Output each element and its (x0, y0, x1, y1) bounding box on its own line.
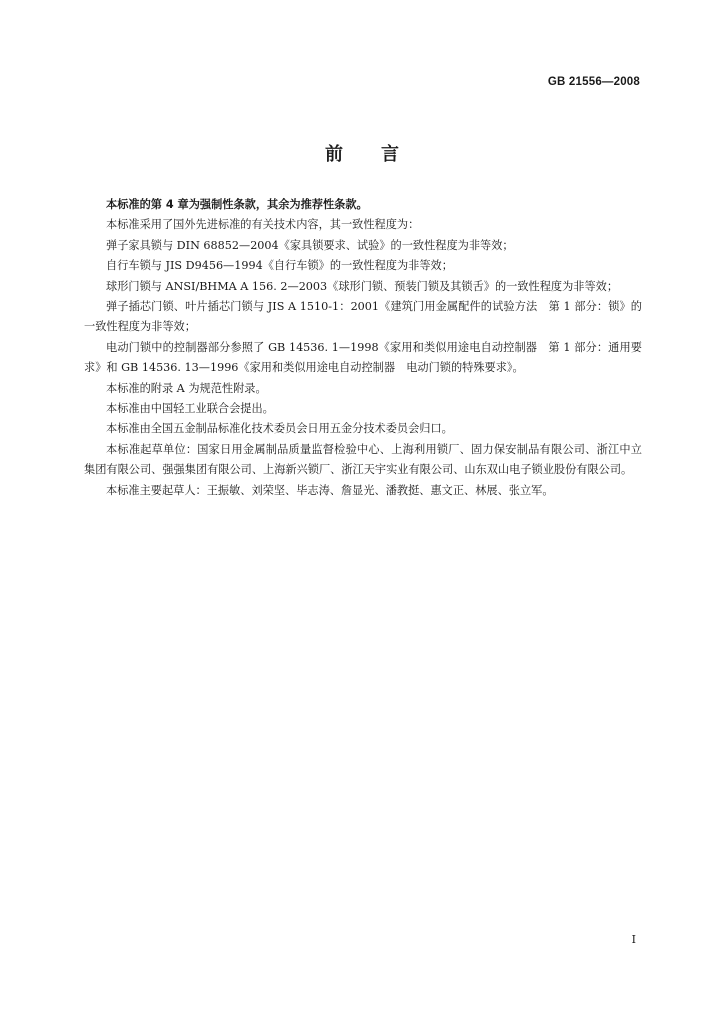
paragraph: 弹子家具锁与 DIN 68852—2004《家具锁要求、试验》的一致性程度为非等效； (106, 238, 514, 252)
paragraph: 本标准主要起草人：王振敏、刘荣坚、毕志涛、詹显光、潘教挺、惠文正、林展、张立军。 (106, 483, 554, 497)
paragraph: 本标准的附录 A 为规范性附录。 (106, 381, 267, 395)
paragraph: 弹子插芯门锁、叶片插芯门锁与 JIS A 1510-1：2001《建筑门用金属配件的试验方法 第 1 部分：锁》的一致性程度为非等效； (84, 300, 642, 334)
paragraph: 球形门锁与 ANSI/BHMA A 156. 2—2003《球形门锁、预装门锁及其锁舌》的一致性程度为非等效； (106, 279, 619, 293)
paragraph: 本标准起草单位：国家日用金属制品质量监督检验中心、上海利用锁厂、固力保安制品有限公司、浙江中立集团有限公司、强强集团有限公司、上海新兴锁厂、浙江天宇实业有限公司、山东双山电子锁业股份有限公司。 (84, 442, 642, 477)
paragraph: 自行车锁与 JIS D9456—1994《自行车锁》的一致性程度为非等效； (106, 259, 453, 273)
standard-number: GB 21556—2008 (547, 76, 640, 88)
page-title: 前言 (325, 144, 437, 165)
paragraph: 本标准由全国五金制品标准化技术委员会日用五金分技术委员会归口。 (106, 422, 453, 436)
foreword-body (84, 195, 642, 501)
paragraph: 本标准采用了国外先进标准的有关技术内容，其一致性程度为： (106, 218, 420, 232)
paragraph-mandatory-clause: 本标准的第 4 章为强制性条款，其余为推荐性条款。 (106, 198, 368, 211)
page-number: I (631, 933, 636, 946)
paragraph: 本标准由中国轻工业联合会提出。 (106, 402, 274, 416)
paragraph: 电动门锁中的控制器部分参照了 GB 14536. 1—1998《家用和类似用途电自动控制器 第 1 部分：通用要求》和 GB 14536. 13—1996《家用和类似用途电自动控制器 电动门锁的特殊要求》。 (84, 340, 642, 375)
